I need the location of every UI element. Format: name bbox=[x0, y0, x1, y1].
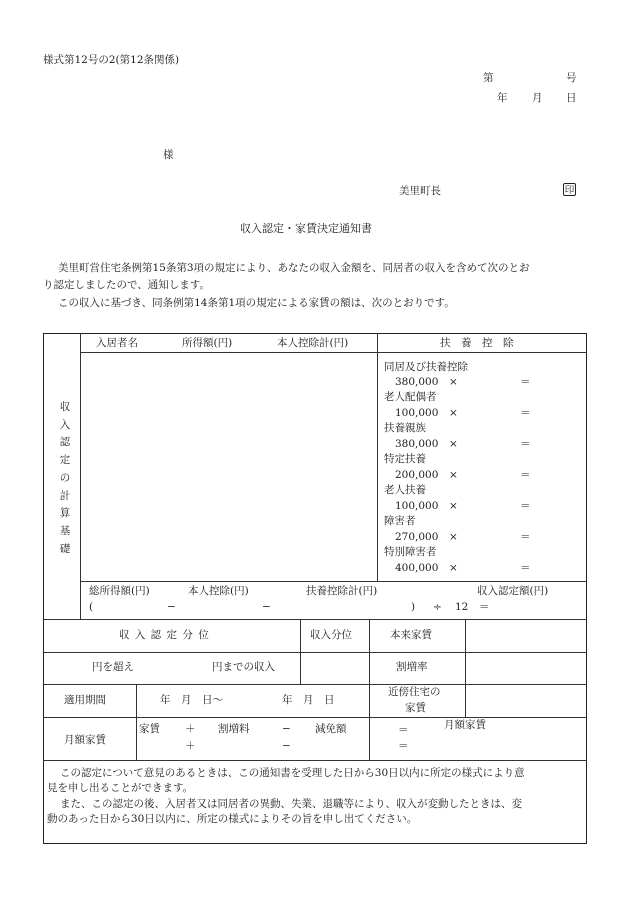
deduction-amount: 100,000 bbox=[395, 500, 439, 512]
minus-sign: − bbox=[167, 601, 176, 613]
rule-label-col bbox=[136, 684, 137, 760]
calc-rent: 家賃 bbox=[139, 723, 160, 735]
deduction-amount: 380,000 bbox=[395, 438, 439, 450]
divisor: 12 bbox=[455, 601, 469, 613]
nearby-rent-label-1: 近傍住宅の bbox=[388, 686, 441, 698]
dependent-total-label: 扶養控除計(円) bbox=[306, 585, 378, 597]
minus-sign: − bbox=[262, 601, 271, 613]
equals-sign: ＝ bbox=[520, 500, 531, 512]
total-income-label: 総所得額(円) bbox=[89, 585, 150, 597]
side-label-char: 収 bbox=[59, 401, 71, 413]
side-label-char: 基 bbox=[59, 525, 71, 537]
over-amount-label: 円を超え bbox=[92, 661, 134, 673]
deduction-amount: 100,000 bbox=[395, 407, 439, 419]
col-resident-name: 入居者名 bbox=[96, 337, 138, 349]
minus-sign: − bbox=[282, 723, 291, 735]
equals-sign: ＝ bbox=[520, 531, 531, 543]
equals-sign: ＝ bbox=[520, 407, 531, 419]
addressee-suffix: 様 bbox=[163, 149, 174, 161]
upto-amount-label: 円までの収入 bbox=[212, 661, 275, 673]
times-sign: × bbox=[449, 500, 458, 512]
rule-monthly-top bbox=[43, 717, 587, 718]
plus-sign: ＋ bbox=[185, 740, 196, 752]
equals-sign: ＝ bbox=[520, 438, 531, 450]
calc-surcharge: 割増料 bbox=[218, 723, 250, 735]
side-label-char: 計 bbox=[59, 490, 71, 502]
col-income: 所得額(円) bbox=[182, 337, 233, 349]
period-to: 年 月 日 bbox=[282, 694, 335, 706]
side-label-char: 算 bbox=[59, 507, 71, 519]
plus-sign: ＋ bbox=[185, 723, 196, 735]
equals-sign: ＝ bbox=[520, 469, 531, 481]
deduction-amount: 270,000 bbox=[395, 531, 439, 543]
note-2-line-2: 動のあった日から30日以内に、所定の様式によりその旨を申し出てください。 bbox=[47, 813, 418, 825]
rule-class-top bbox=[43, 619, 587, 620]
times-sign: × bbox=[449, 469, 458, 481]
number-suffix: 号 bbox=[566, 72, 577, 84]
times-sign: × bbox=[449, 531, 458, 543]
page-title: 収入認定・家賃決定通知書 bbox=[240, 222, 372, 235]
times-sign: × bbox=[449, 376, 458, 388]
side-label-char: 認 bbox=[59, 436, 71, 448]
date-month: 月 bbox=[532, 92, 543, 104]
income-class-label: 収 入 認 定 分 位 bbox=[119, 629, 210, 641]
deduction-label: 特定扶養 bbox=[384, 453, 426, 465]
side-label-char: の bbox=[59, 472, 71, 484]
side-label-char: 定 bbox=[59, 454, 71, 466]
certified-amount-label: 収入認定額(円) bbox=[477, 585, 549, 597]
intro-line-3: この収入に基づき、同条例第14条第1項の規定による家賃の額は、次のとおりです。 bbox=[58, 297, 455, 309]
deduction-label: 老人配偶者 bbox=[384, 391, 437, 403]
issuer: 美里町長 bbox=[399, 185, 441, 197]
side-label-char: 入 bbox=[59, 419, 71, 431]
deduction-amount: 400,000 bbox=[395, 562, 439, 574]
divide-sign: ÷ bbox=[433, 601, 442, 613]
rule-side bbox=[80, 333, 81, 619]
col-self-deduction: 本人控除計(円) bbox=[277, 337, 349, 349]
surcharge-rate-label: 割増率 bbox=[396, 661, 428, 673]
note-1-line-2: 見を申し出ることができます。 bbox=[47, 782, 194, 794]
equals-sign: ＝ bbox=[520, 562, 531, 574]
rule-class-a bbox=[300, 619, 301, 684]
date-year: 年 bbox=[497, 92, 508, 104]
intro-line-1: 美里町営住宅条例第15条第3項の規定により、あなたの収入金額を、同居者の収入を含めて次のとお bbox=[58, 262, 530, 274]
period-label: 適用期間 bbox=[64, 694, 106, 706]
deduction-amount: 380,000 bbox=[395, 376, 439, 388]
note-2-line-1: また、この認定の後、入居者又は同居者の異動、失業、退職等により、収入が変動したときは、変 bbox=[60, 798, 522, 810]
rule-notes-top bbox=[43, 760, 587, 761]
close-paren: ) bbox=[411, 601, 416, 613]
income-class-col: 収入分位 bbox=[310, 629, 352, 641]
seal-mark: 印 bbox=[564, 185, 575, 196]
deduction-label: 特別障害者 bbox=[384, 546, 437, 558]
deduction-label: 障害者 bbox=[384, 515, 416, 527]
intro-line-2: り認定しましたので、通知します。 bbox=[43, 279, 210, 291]
equals-sign: ＝ bbox=[479, 601, 490, 613]
note-1-line-1: この認定について意見のあるときは、この通知書を受理した日から30日以内に所定の様式により意 bbox=[60, 767, 525, 779]
rule-class-b bbox=[369, 619, 370, 760]
number-prefix: 第 bbox=[483, 72, 494, 84]
nearby-rent-label-2: 家賃 bbox=[405, 702, 426, 714]
deduction-amount: 200,000 bbox=[395, 469, 439, 481]
equals-sign: ＝ bbox=[520, 376, 531, 388]
equals-sign: ＝ bbox=[398, 740, 409, 752]
rule-header bbox=[80, 352, 587, 353]
period-from: 年 月 日〜 bbox=[160, 694, 223, 706]
open-paren: ( bbox=[89, 601, 94, 613]
times-sign: × bbox=[449, 407, 458, 419]
rule-period-top bbox=[43, 684, 587, 685]
side-label-char: 礎 bbox=[59, 543, 71, 555]
minus-sign: − bbox=[282, 740, 291, 752]
form-id: 様式第12号の2(第12条関係) bbox=[43, 54, 180, 66]
monthly-rent-label: 月額家賃 bbox=[64, 734, 106, 746]
rule-totals bbox=[80, 581, 587, 582]
deduction-label: 同居及び扶養控除 bbox=[384, 361, 468, 373]
equals-sign: ＝ bbox=[398, 724, 409, 736]
rule-class-c bbox=[465, 619, 466, 717]
calc-monthly-rent: 月額家賃 bbox=[444, 719, 486, 731]
date-day: 日 bbox=[566, 92, 577, 104]
rule-class-mid bbox=[43, 652, 587, 653]
rule-dependents bbox=[377, 333, 378, 581]
base-rent-label: 本来家賃 bbox=[390, 629, 432, 641]
col-dependents: 扶 養 控 除 bbox=[440, 337, 514, 349]
deduction-label: 扶養親族 bbox=[384, 422, 426, 434]
times-sign: × bbox=[449, 438, 458, 450]
self-deduction-label: 本人控除(円) bbox=[188, 585, 249, 597]
deduction-label: 老人扶養 bbox=[384, 484, 426, 496]
times-sign: × bbox=[449, 562, 458, 574]
calc-reduction: 減免額 bbox=[315, 723, 347, 735]
